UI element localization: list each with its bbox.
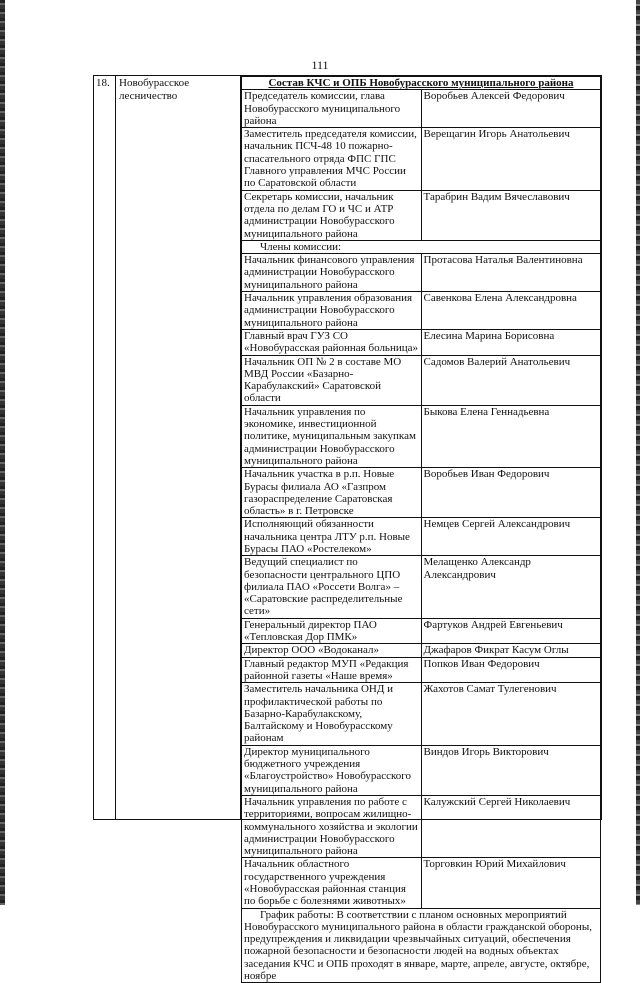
position-cell: Начальник управления по экономике, инвестиционной политике, муниципальным закупкам администрации Новобурасского муниципального района: [242, 405, 422, 467]
table-row: [242, 468, 601, 518]
table-row: [242, 90, 601, 128]
table-row: [242, 657, 601, 683]
column-divider: [115, 76, 116, 819]
table-row: [242, 683, 601, 745]
table-row: [242, 128, 601, 190]
schedule-row: [242, 908, 601, 983]
position-cell: Начальник участка в р.п. Новые Бурасы филиала АО «Газпром газораспределение Саратовская область» в г. Петровске: [242, 468, 422, 518]
person-cell: Тарабрин Вадим Вячеславович: [421, 190, 601, 240]
table-title: Состав КЧС и ОПБ Новобурасского муниципального района: [242, 77, 601, 90]
person-cell: Попков Иван Федорович: [421, 657, 601, 683]
person-cell: Верещагин Игорь Анатольевич: [421, 128, 601, 190]
table-row: [242, 254, 601, 292]
position-cell: Начальник управления образования администрации Новобурасского муниципального района: [242, 292, 422, 330]
table-row: [242, 405, 601, 467]
row-number: 18.: [96, 77, 110, 89]
person-cell: Немцев Сергей Александрович: [421, 518, 601, 556]
scan-edge-right: [636, 0, 640, 905]
person-cell: Виндов Игорь Викторович: [421, 745, 601, 795]
table-row: [242, 618, 601, 644]
person-cell: Елесина Марина Борисовна: [421, 329, 601, 355]
person-cell: Протасова Наталья Валентиновна: [421, 254, 601, 292]
title-row: [242, 77, 601, 90]
position-cell: Начальник ОП № 2 в составе МО МВД России «Базарно-Карабулакский» Саратовской области: [242, 355, 422, 405]
organization-name: Новобурасское лесничество: [119, 77, 190, 102]
table-row: [242, 556, 601, 618]
position-cell: Заместитель начальника ОНД и профилактической работы по Базарно-Карабулакскому, Балтайскому и Новобурасскому районам: [242, 683, 422, 745]
members-header-row: [242, 240, 601, 253]
position-cell: Начальник финансового управления администрации Новобурасского муниципального района: [242, 254, 422, 292]
position-cell: Главный врач ГУЗ СО «Новобурасская районная больница»: [242, 329, 422, 355]
commission-table: [241, 76, 601, 983]
table-row: [242, 329, 601, 355]
position-cell: Директор ООО «Водоканал»: [242, 644, 422, 657]
position-cell: Главный редактор МУП «Редакция районной газеты «Наше время»: [242, 657, 422, 683]
position-cell: Заместитель председателя комиссии, начальник ПСЧ-48 10 пожарно-спасательного отряда ФПС ГПС Главного управления МЧС России по Саратовской области: [242, 128, 422, 190]
table-row: [242, 745, 601, 795]
table-row: [242, 355, 601, 405]
scan-edge-left: [0, 0, 5, 905]
position-cell: Директор муниципального бюджетного учреждения «Благоустройство» Новобурасского муниципального района: [242, 745, 422, 795]
person-cell: Торговкин Юрий Михайлович: [421, 858, 601, 908]
person-cell: Воробьев Иван Федорович: [421, 468, 601, 518]
position-cell: Начальник управления по работе с территориями, вопросам жилищно-коммунального хозяйства и экологии администрации Новобурасского муниципального района: [242, 795, 422, 857]
position-cell: Начальник областного государственного учреждения «Новобурасская районная станция по борьбе с болезнями животных»: [242, 858, 422, 908]
person-cell: Мелащенко Александр Александрович: [421, 556, 601, 618]
person-cell: Жахотов Самат Тулегенович: [421, 683, 601, 745]
position-cell: Председатель комиссии, глава Новобурасского муниципального района: [242, 90, 422, 128]
person-cell: Быкова Елена Геннадьевна: [421, 405, 601, 467]
schedule-text: График работы: В соответствии с планом основных мероприятий Новобурасского муниципального района в области гражданской обороны, предупреждения и ликвидации чрезвычайных ситуаций, обеспечения пожарной безопасности и безопасности людей на водных объектах заседания КЧС и ОПБ проходят в январе, марте, апреле, августе, октябре, ноябре: [242, 908, 601, 983]
person-cell: Воробьев Алексей Федорович: [421, 90, 601, 128]
table-row: [242, 292, 601, 330]
document-table: [93, 75, 602, 983]
table-row: [242, 190, 601, 240]
person-cell: Калужский Сергей Николаевич: [421, 795, 601, 857]
position-cell: Исполняющий обязанности начальника центра ЛТУ р.п. Новые Бурасы ПАО «Ростелеком»: [242, 518, 422, 556]
position-cell: Генеральный директор ПАО «Тепловская Дор ПМК»: [242, 618, 422, 644]
person-cell: Савенкова Елена Александровна: [421, 292, 601, 330]
table-row: [242, 644, 601, 657]
table-row: [242, 858, 601, 908]
person-cell: Джафаров Фикрат Касум Оглы: [421, 644, 601, 657]
position-cell: Секретарь комиссии, начальник отдела по делам ГО и ЧС и АТР администрации Новобурасского муниципального района: [242, 190, 422, 240]
person-cell: Фартуков Андрей Евгеньевич: [421, 618, 601, 644]
page-number: 111: [311, 58, 329, 72]
person-cell: Садомов Валерий Анатольевич: [421, 355, 601, 405]
table-row: [242, 518, 601, 556]
members-header: Члены комиссии:: [242, 240, 601, 253]
table-row: [242, 795, 601, 857]
position-cell: Ведущий специалист по безопасности центрального ЦПО филиала ПАО «Россети Волга» – «Саратовские распределительные сети»: [242, 556, 422, 618]
